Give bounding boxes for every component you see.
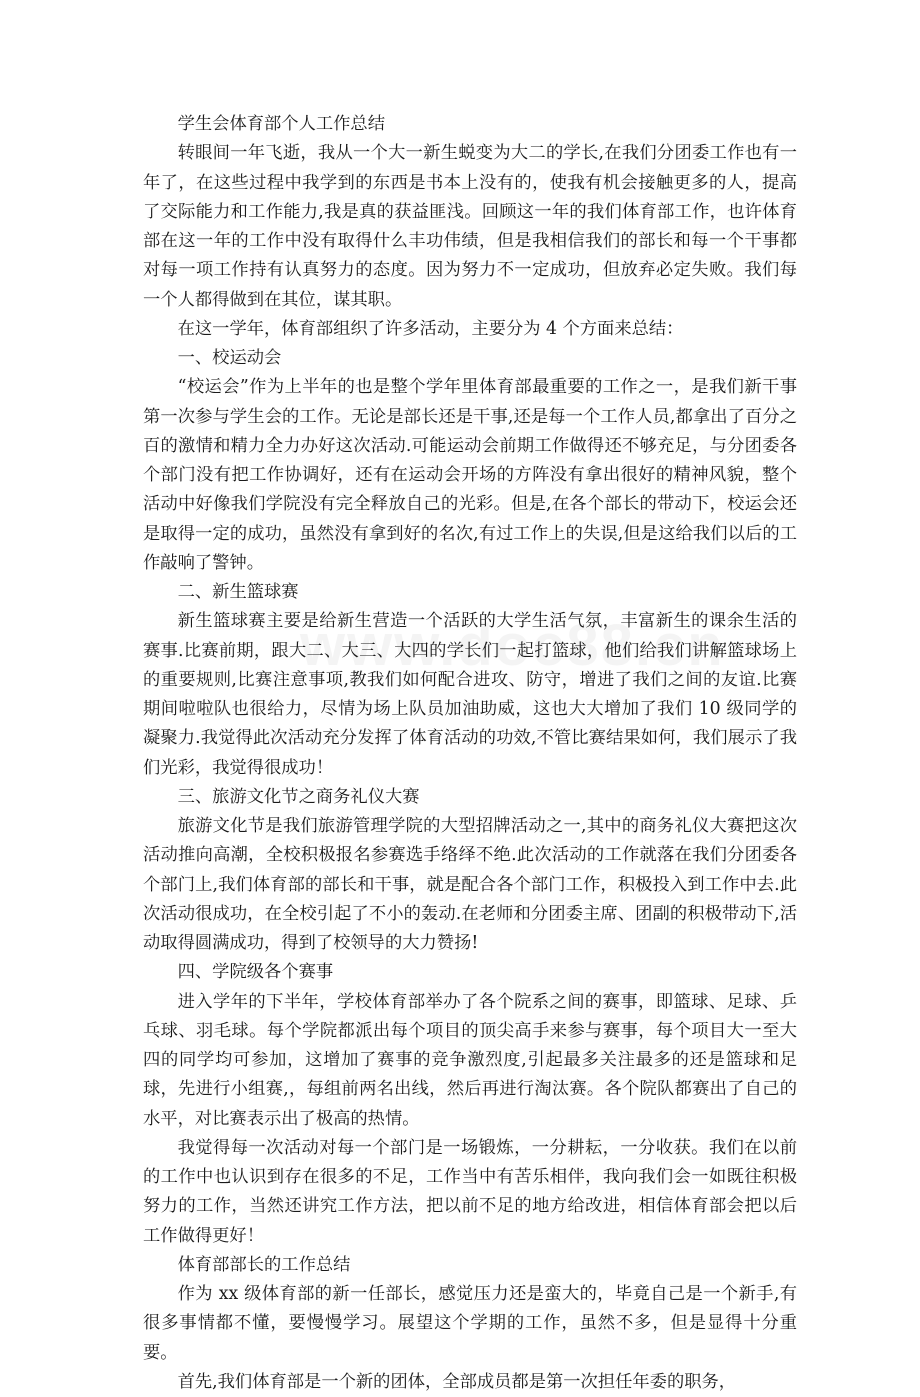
section-heading: 三、旅游文化节之商务礼仪大赛 — [177, 786, 420, 807]
section-heading: 四、学院级各个赛事 — [177, 962, 334, 983]
paragraph: 旅游文化节是我们旅游管理学院的大型招牌活动之一,其中的商务礼仪大赛把这次活动推向高潮，全校积极报名参赛选手络绎不绝.此次活动的工作就落在我们分团委各个部门上,我们体育部的部长和干事，就是配合各个部门工作，积极投入到工作中去.此次活动很成功，在全校引起了不小的轰动.在老师和分团委主席、团副的积极带动下,活动取得圆满成功，得到了校领导的大力赞扬! — [143, 816, 797, 953]
paragraph: 作为 xx 级体育部的新一任部长，感觉压力还是蛮大的，毕竟自己是一个新手,有很多事情都不懂，要慢慢学习。展望这个学期的工作，虽然不多，但是显得十分重要。 — [143, 1284, 797, 1363]
paragraph: 进入学年的下半年，学校体育部举办了各个院系之间的赛事，即篮球、足球、乒乓球、羽毛球。每个学院都派出每个项目的顶尖高手来参与赛事，每个项目大一至大四的同学均可参加，这增加了赛事的竞争激烈度,引起最多关注最多的还是篮球和足球，先进行小组赛,，每组前两名出线，然后再进行淘汰赛。各个院队都赛出了自己的水平，对比赛表示出了极高的热情。 — [143, 991, 797, 1129]
section-heading: 一、校运动会 — [177, 348, 282, 368]
paragraph: 我觉得每一次活动对每一个部门是一场锻炼，一分耕耘，一分收获。我们在以前的工作中也认识到存在很多的不足，工作当中有苦乐相伴，我向我们会一如既往积极努力的工作，当然还讲究工作方法，把以前不足的地方给改进，相信体育部会把以后工作做得更好！ — [143, 1137, 797, 1246]
document-subtitle: 体育部部长的工作总结 — [177, 1254, 351, 1275]
paragraph: “校运会”作为上半年的也是整个学年里体育部最重要的工作之一，是我们新干事第一次参与学生会的工作。无论是部长还是干事,还是每一个工作人员,都拿出了百分之百的激情和精力全力办好这次活动.可能运动会前期工作做得还不够充足，与分团委各个部门没有把工作协调好，还有在运动会开场的方阵没有拿出很好的精神风貌，整个活动中好像我们学院没有完全释放自己的光彩。但是,在各个部长的带动下，校运会还是取得一定的成功，虽然没有拿到好的名次,有过工作上的失误,但是这给我们以后的工作敲响了警钟。 — [143, 377, 797, 573]
document-title: 学生会体育部个人工作总结 — [177, 114, 385, 134]
document-body — [143, 110, 797, 1397]
paragraph: 在这一学年，体育部组织了许多活动，主要分为 4 个方面来总结： — [177, 318, 684, 339]
section-heading: 二、新生篮球赛 — [177, 582, 299, 602]
paragraph: 首先,我们体育部是一个新的团体，全部成员都是第一次担任年委的职务， — [177, 1371, 737, 1392]
paragraph: 新生篮球赛主要是给新生营造一个活跃的大学生活气氛，丰富新生的课余生活的赛事.比赛前期，跟大二、大三、大四的学长们一起打篮球，他们给我们讲解篮球场上的重要规则,比赛注意事项,教我们如何配合进攻、防守，增进了我们之间的友谊.比赛期间啦啦队也很给力，尽情为场上队员加油助威，这也大大增加了我们 10 级同学的凝聚力.我觉得此次活动充分发挥了体育活动的功效,不管比赛结果如何，我们展示了我们光彩，我觉得很成功！ — [143, 611, 797, 778]
paragraph: 转眼间一年飞逝，我从一个大一新生蜕变为大二的学长,在我们分团委工作也有一年了，在这些过程中我学到的东西是书本上没有的，使我有机会接触更多的人，提高了交际能力和工作能力,我是真的获益匪浅。回顾这一年的我们体育部工作，也许体育部在这一年的工作中没有取得什么丰功伟绩，但是我相信我们的部长和每一个干事都对每一项工作持有认真努力的态度。因为努力不一定成功，但放弃必定失败。我们每一个人都得做到在其位，谋其职。 — [143, 143, 797, 310]
